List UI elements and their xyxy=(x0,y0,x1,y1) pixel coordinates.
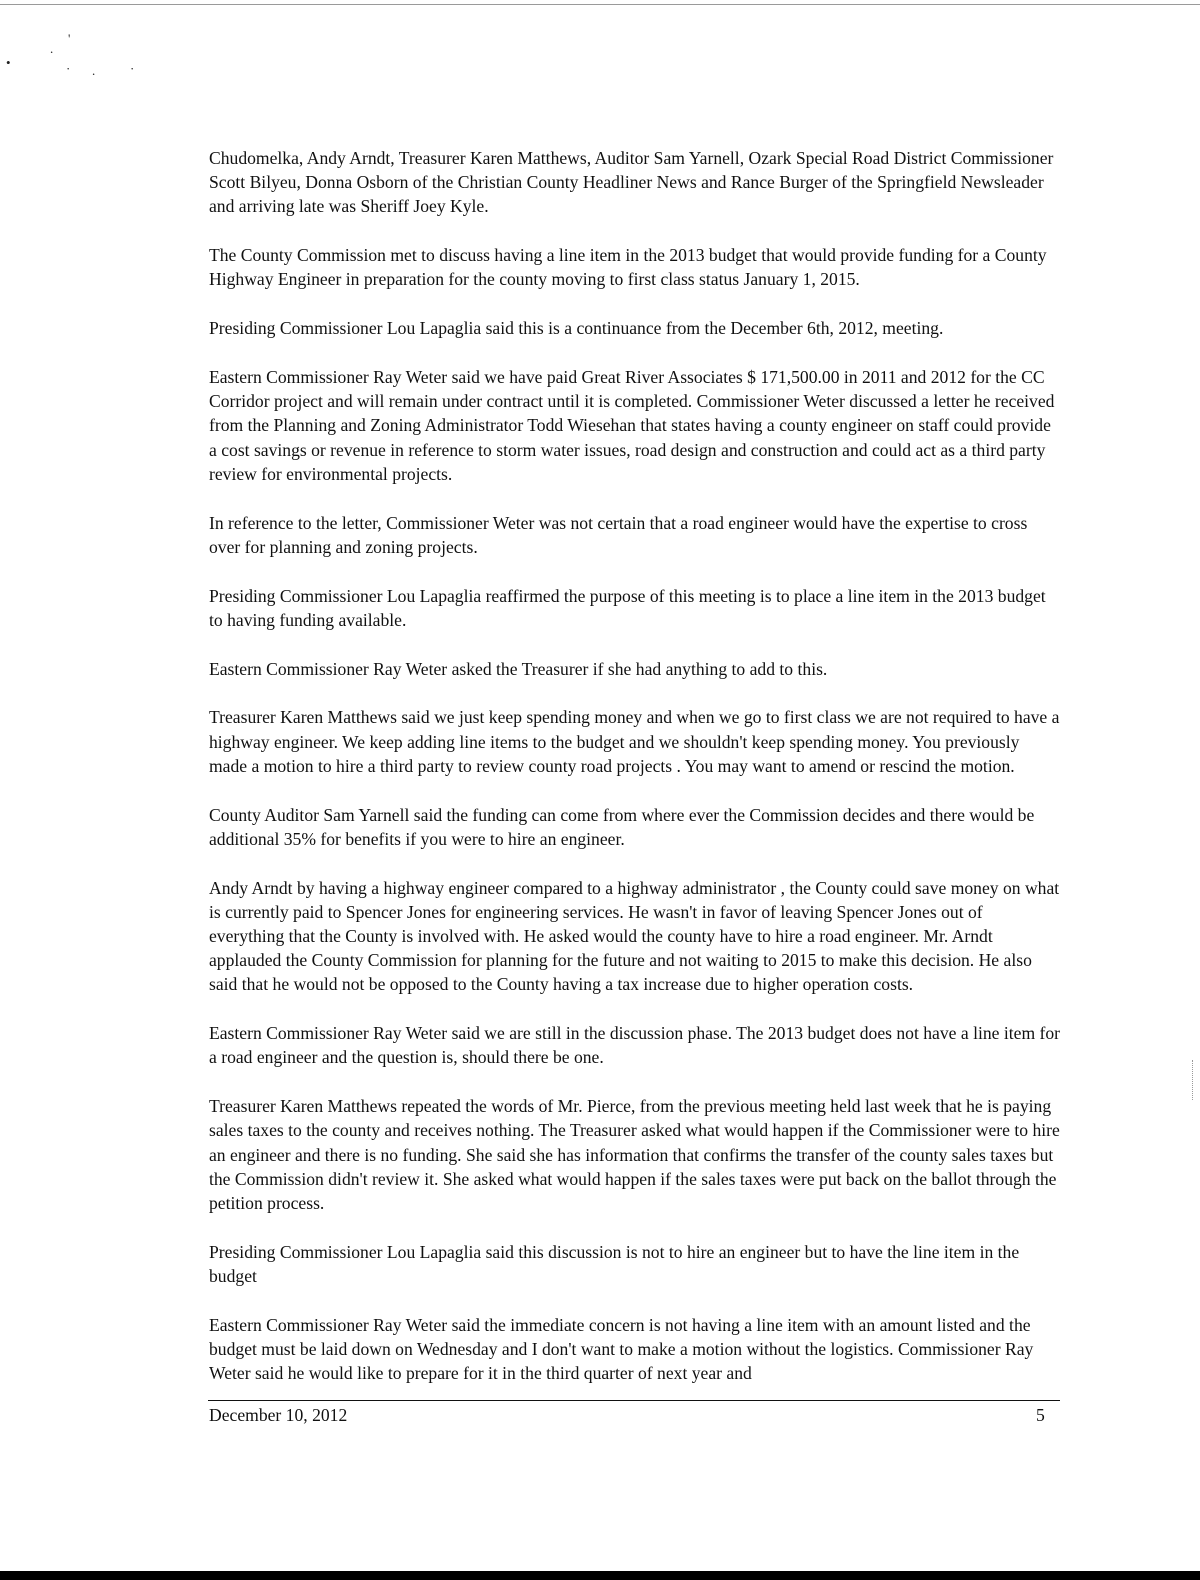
scan-speck: • xyxy=(6,55,11,70)
paragraph-treasurer-spending: Treasurer Karen Matthews said we just keep spending money and when we go to first class we are not required to have a highway engineer. We keep adding line items to the budget and we shouldn't keep spending money. You previously made a motion to hire a third party to review county road projects . You may want to amend or rescind the motion. xyxy=(209,707,1060,776)
paragraph-treasurer-sales-taxes: Treasurer Karen Matthews repeated the words of Mr. Pierce, from the previous meeting held last week that he is paying sales taxes to the county and receives nothing. The Treasurer asked what would happen if the Commissioner were to hire an engineer and there is no funding. She said she has information that confirms the transfer of the county sales taxes but the Commission didn't review it. She asked what would happen if the sales taxes were put back on the ballot through the petition process. xyxy=(209,1096,1060,1214)
paragraph-attendees: Chudomelka, Andy Arndt, Treasurer Karen Matthews, Auditor Sam Yarnell, Ozark Special Road District Commissioner Scott Bilyeu, Donna Osborn of the Christian County Headliner News and Rance Burger of the Springfield Newsleader and arriving late was Sheriff Joey Kyle. xyxy=(209,148,1054,217)
paragraph-letter-reference: In reference to the letter, Commissioner Weter was not certain that a road engineer would have the expertise to cross over for planning and zoning projects. xyxy=(209,512,1028,557)
page-number: 5 xyxy=(1036,1405,1045,1425)
scan-speck: · xyxy=(66,61,71,76)
scan-speck: ' xyxy=(68,31,71,46)
paragraph-arndt-comments: Andy Arndt by having a highway engineer compared to a highway administrator , the County could save money on what is currently paid to Spencer Jones for engineering services. He wasn't in favor of leaving Spencer Jones out of everything that the County is involved with. He asked would the county have to hire a road engineer. Mr. Arndt applauded the County Commission for planning for the future and not waiting to 2015 to make this decision. He also said that he would not be opposed to the County having a tax increase due to higher operation costs. xyxy=(209,877,1060,995)
minutes-body xyxy=(209,146,1061,1410)
paragraph-continuance: Presiding Commissioner Lou Lapaglia said this is a continuance from the December 6th, 2012, meeting. xyxy=(209,318,944,339)
scan-top-edge xyxy=(0,4,1200,5)
footer-rule xyxy=(208,1400,1060,1401)
paragraph-lapaglia-reaffirm: Presiding Commissioner Lou Lapaglia reaffirmed the purpose of this meeting is to place a line item in the 2013 budget to having funding available. xyxy=(209,585,1046,630)
scan-margin-mark xyxy=(1192,1060,1194,1100)
paragraph-lapaglia-line-item: Presiding Commissioner Lou Lapaglia said this discussion is not to hire an engineer but to have the line item in the budget xyxy=(209,1241,1020,1287)
paragraph-weter-payments: Eastern Commissioner Ray Weter said we have paid Great River Associates $ 171,500.00 in 2011 and 2012 for the CC Corridor project and will remain under contract until it is completed. Commissioner Weter discussed a letter he received from the Planning and Zoning Administrator Todd Wiesehan that states having a county engineer on staff could provide a cost savings or revenue in reference to storm water issues, road design and construction and could act as a third party review for environmental projects. xyxy=(209,367,1055,484)
paragraph-weter-immediate-concern: Eastern Commissioner Ray Weter said the immediate concern is not having a line item with an amount listed and the budget must be laid down on Wednesday and I don't want to make a motion without the logistics. Commissioner Ray Weter said he would like to prepare for it in the third quarter of next year and xyxy=(209,1314,1034,1384)
paragraph-weter-discussion-phase: Eastern Commissioner Ray Weter said we are still in the discussion phase. The 2013 budget does not have a line item for a road engineer and the question is, should there be one. xyxy=(209,1023,1061,1068)
scan-speck: . xyxy=(50,41,54,56)
scan-speck: · xyxy=(130,61,135,76)
scan-speck: . xyxy=(92,63,96,78)
scan-bottom-edge xyxy=(0,1571,1200,1580)
paragraph-auditor-funding: County Auditor Sam Yarnell said the funding can come from where ever the Commission decides and there would be additional 35% for benefits if you were to hire an engineer. xyxy=(209,804,1035,849)
footer-date: December 10, 2012 xyxy=(209,1405,348,1425)
paragraph-purpose: The County Commission met to discuss having a line item in the 2013 budget that would provide funding for a County Highway Engineer in preparation for the county moving to first class status January 1, 2015. xyxy=(209,245,1047,290)
paragraph-weter-asks-treasurer: Eastern Commissioner Ray Weter asked the Treasurer if she had anything to add to this. xyxy=(209,658,828,679)
